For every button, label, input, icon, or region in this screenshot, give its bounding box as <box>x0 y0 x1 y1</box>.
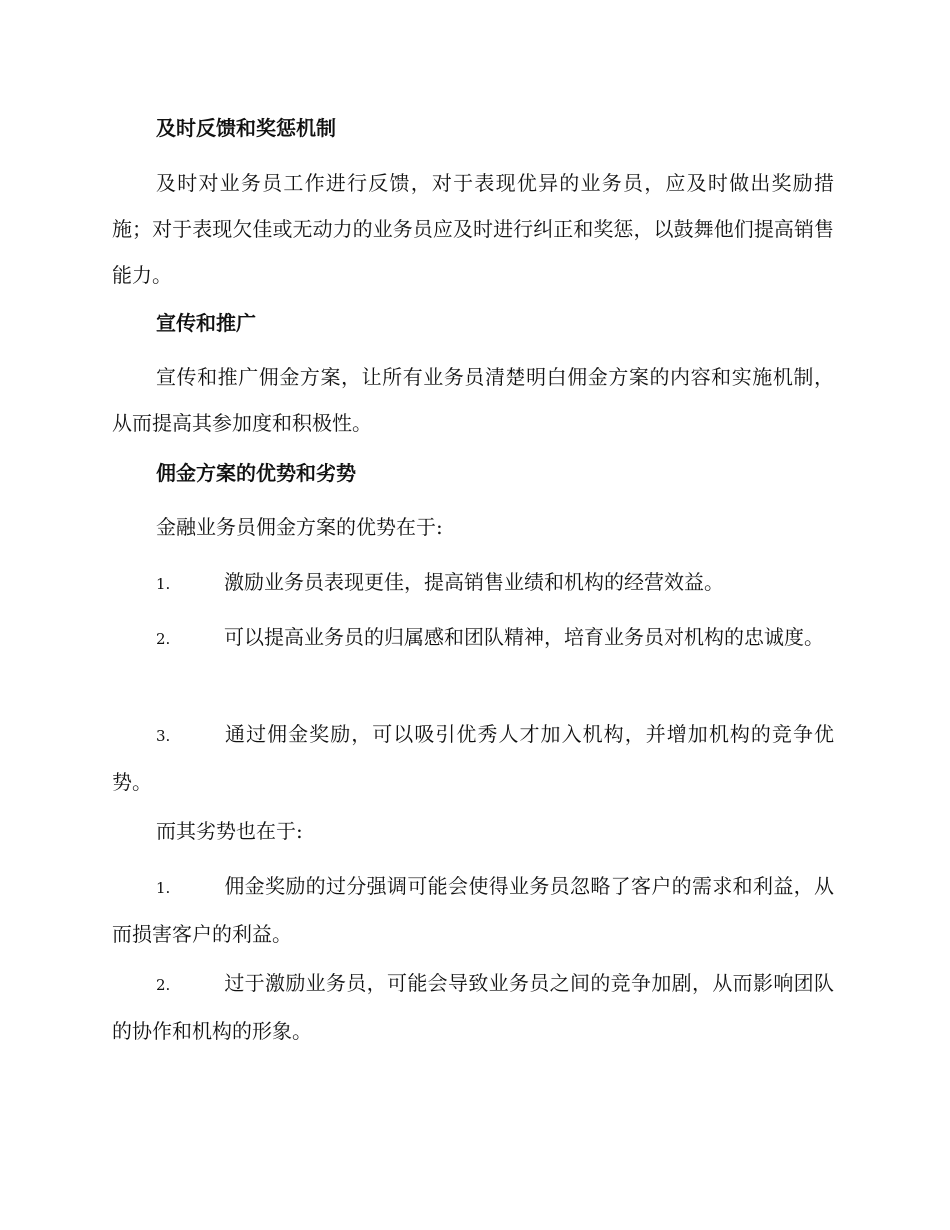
section-heading-feedback: 及时反馈和奖惩机制 <box>156 116 336 140</box>
list-item-advantage-3 <box>112 711 834 805</box>
paragraph-promotion: 宣传和推广佣金方案，让所有业务员清楚明白佣金方案的内容和实施机制，从而提高其参加度和积极性。 <box>112 365 834 435</box>
list-number: 2. <box>156 630 171 648</box>
list-number: 1. <box>156 879 171 897</box>
paragraph-advantages-intro: 金融业务员佣金方案的优势在于: <box>156 515 443 539</box>
section-heading-pros-cons: 佣金方案的优势和劣势 <box>156 461 356 485</box>
list-text: 激励业务员表现更佳，提高销售业绩和机构的经营效益。 <box>224 570 724 594</box>
list-text: 佣金奖励的过分强调可能会使得业务员忽略了客户的需求和利益，从而损害客户的利益。 <box>112 874 834 946</box>
list-item-disadvantage-1 <box>112 863 834 957</box>
list-item-advantage-2 <box>112 614 834 662</box>
list-item-advantage-1 <box>112 559 834 607</box>
section-heading-promotion: 宣传和推广 <box>156 311 256 335</box>
list-number: 2. <box>156 976 171 994</box>
list-item-disadvantage-2 <box>112 960 834 1054</box>
list-text: 可以提高业务员的归属感和团队精神，培育业务员对机构的忠诚度。 <box>224 625 824 649</box>
paragraph-disadvantages-intro: 而其劣势也在于: <box>156 819 303 843</box>
paragraph-feedback: 及时对业务员工作进行反馈，对于表现优异的业务员，应及时做出奖励措施；对于表现欠佳或无动力的业务员应及时进行纠正和奖惩，以鼓舞他们提高销售能力。 <box>112 171 834 287</box>
list-text: 通过佣金奖励，可以吸引优秀人才加入机构，并增加机构的竞争优势。 <box>112 722 834 794</box>
list-text: 过于激励业务员，可能会导致业务员之间的竞争加剧，从而影响团队的协作和机构的形象。 <box>112 971 834 1043</box>
list-number: 1. <box>156 575 171 593</box>
list-number: 3. <box>156 727 171 745</box>
